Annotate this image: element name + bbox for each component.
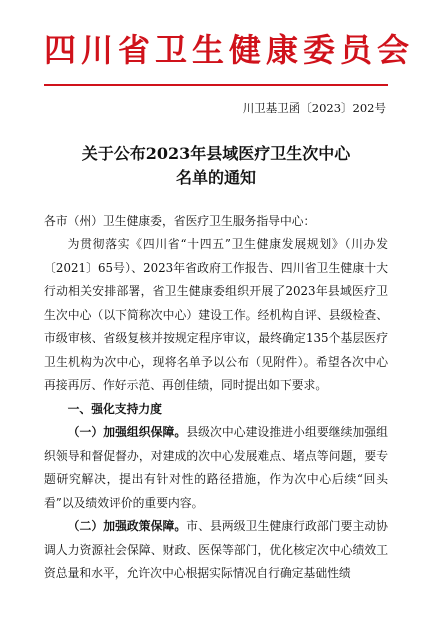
document-body bbox=[44, 210, 388, 586]
paragraph-intro: 为贯彻落实《四川省“十四五”卫生健康发展规划》（川办发〔2021〕65号）、2023年省政府工作报告、四川省卫生健康十大行动相关安排部署，省卫生健康委组织开展了2023年县域医疗卫生次中心（以下简称次中心）建设工作。经机构自评、县级检查、市级审核、省级复核并按规定程序审议，最终确定135个基层医疗卫生机构为次中心，现将名单予以公布（见附件）。希望各次中心再接再厉、作好示范、再创佳绩，同时提出如下要求。 bbox=[44, 237, 388, 392]
item-lead: （一）加强组织保障。 bbox=[67, 425, 187, 439]
document-number: 川卫基卫函〔2023〕202号 bbox=[242, 100, 386, 115]
title-line-1: 关于公布2023年县域医疗卫生次中心 bbox=[81, 143, 351, 163]
document-page bbox=[0, 30, 432, 624]
salutation: 各市（州）卫生健康委，省医疗卫生服务指导中心： bbox=[44, 213, 316, 228]
list-item bbox=[44, 421, 388, 515]
section-heading: 一、强化支持力度 bbox=[67, 401, 162, 416]
document-title bbox=[44, 142, 388, 190]
masthead: 四川省卫生健康委员会 bbox=[44, 31, 415, 69]
red-divider-line bbox=[44, 84, 388, 86]
item-text: 县级次中心建设推进小组要继续加强组织领导和督促督办，对建成的次中心发展难点、堵点等问题，要专题研究解决，提出有针对性的路径措施，作为次中心后续“回头看”以及绩效评价的重要内容。 bbox=[44, 425, 388, 510]
title-line-2: 名单的通知 bbox=[175, 167, 256, 187]
list-item bbox=[44, 515, 388, 586]
item-text: 市、县两级卫生健康行政部门要主动协调人力资源社会保障、财政、医保等部门，优化核定次中心绩效工资总量和水平，允许次中心根据实际情况自行确定基础性绩 bbox=[44, 519, 388, 580]
item-lead: （二）加强政策保障。 bbox=[67, 519, 187, 533]
